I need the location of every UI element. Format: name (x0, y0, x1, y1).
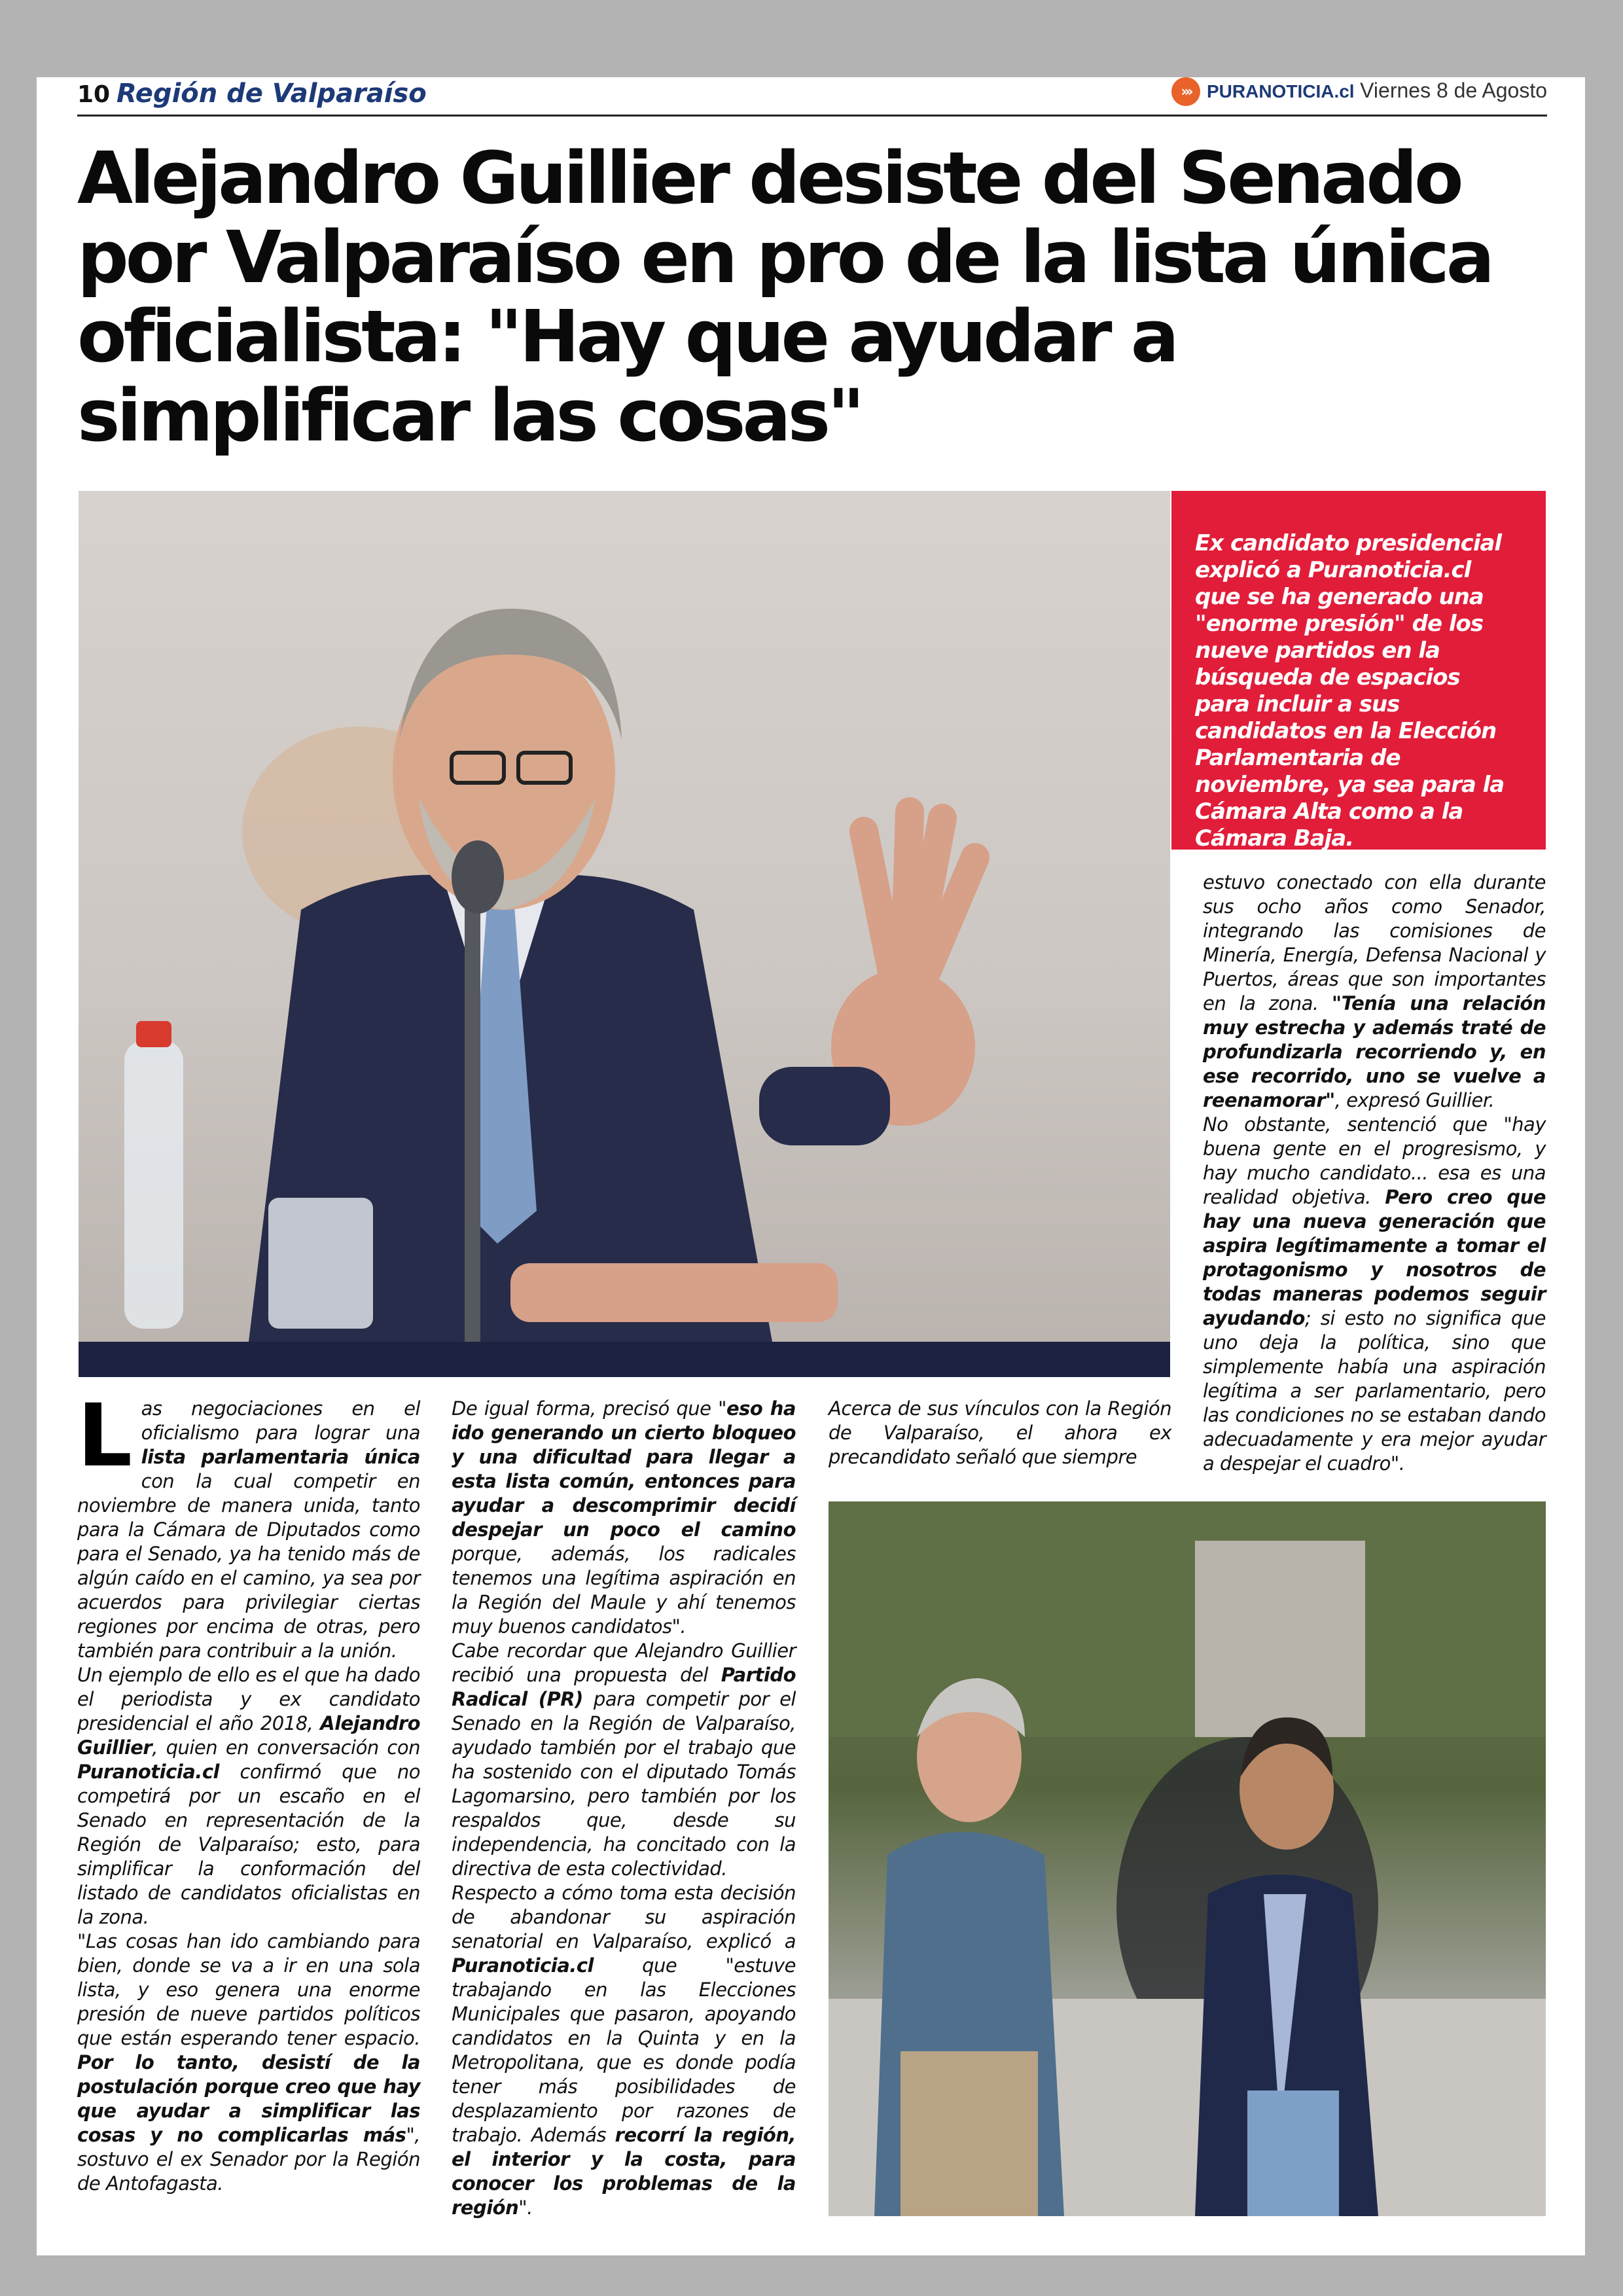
issue-date: Viernes 8 de Agosto (1360, 79, 1547, 102)
text: ; si esto no significa que uno deja la política, sino que simplemente había una aspiración legítima a ser parlamentario, pero las condiciones no se estaban dando adecuadamente y era mejor ayudar a despejar el cuadro". (1203, 1307, 1546, 1475)
section-title: Región de Valparaíso (116, 79, 427, 109)
paragraph (452, 1639, 796, 1881)
publisher-logo (1171, 77, 1355, 106)
secondary-photo (829, 1501, 1546, 2216)
callout-text: Ex candidato presidencial explicó a Puranoticia.cl que se ha generado una "enorme presión" de los nueve partidos en la búsqueda de espacios para incluir a sus candidatos en la Elección Parlamentaria de noviembre, ya sea para la Cámara Alta como a la Cámara Baja. (1195, 530, 1505, 852)
text: Un ejemplo de ello es el que ha dado el periodista y ex candidato presidencial el año 2018, (77, 1664, 420, 1734)
text: porque, además, los radicales tenemos una legítima aspiración en la Región del Maule y ahí tenemos muy buenos candidatos". (452, 1543, 796, 1638)
bold-text: Partido Radical (PR) (452, 1664, 796, 1710)
article-column-4 (1203, 870, 1546, 1476)
text: , quien en conversación con (152, 1736, 420, 1759)
text: , expresó Guillier. (1334, 1089, 1495, 1111)
paragraph (77, 1929, 420, 2196)
headline: Alejandro Guillier desiste del Senado por Valparaíso en pro de la lista única oficialista: "Hay que ayudar a simplificar las cosas" (77, 136, 1492, 457)
header-rule (77, 115, 1547, 117)
bold-text: lista parlamentaria única (141, 1446, 420, 1468)
photo-speaker-illustration (79, 491, 1170, 1377)
text: con la cual competir en noviembre de manera unida, tanto para la Cámara de Diputados como para el Senado, ya ha tenido más de algún caído en el camino, ya sea por acuerdos para privilegiar ciertas regiones por encima de otras, pero también para contribuir a la unión. (77, 1470, 420, 1662)
text: No obstante, sentenció que "hay buena gente en el progresismo, y hay mucho candidato... esa es una realidad objetiva. (1203, 1113, 1546, 1208)
text: De igual forma, precisó que " (452, 1397, 726, 1420)
bold-text: "Tenía una relación muy estrecha y además traté de profundizarla recorriendo y, en ese recorrido, uno se vuelve a reenamorar" (1203, 992, 1546, 1111)
callout-box (1171, 491, 1546, 850)
page-number: 10 (77, 81, 111, 108)
text: ", sostuvo el ex Senador por la Región de Antofagasta. (77, 2124, 420, 2195)
bold-text: recorrí la región, el interior y la costa, para conocer los problemas de la región (452, 2124, 796, 2219)
text: confirmó que no competirá por un escaño en el Senado en representación de la Región de Valparaíso; esto, para simplificar la conformación del listado de candidatos oficialistas en la zona. (77, 1761, 420, 1928)
text: as negociaciones en el oficialismo para lograr una (141, 1397, 420, 1444)
photo-two-men-illustration (829, 1501, 1546, 2216)
text: ". (518, 2197, 533, 2219)
text: Respecto a cómo toma esta decisión de abandonar su aspiración senatorial en Valparaíso, explicó a (452, 1882, 796, 1952)
paragraph (77, 1663, 420, 1929)
bold-text: eso ha ido generando un cierto bloqueo y una dificultad para llegar a esta lista común, entonces para ayudar a descomprimir decidí despejar un poco el camino (452, 1397, 796, 1541)
bold-text: Pero creo que hay una nueva generación que aspira legítimamente a tomar el protagonismo y nosotros de todas maneras podemos seguir ayudando (1203, 1186, 1546, 1329)
paragraph (1203, 1113, 1546, 1476)
article-column-3 (829, 1397, 1171, 1469)
main-photo (79, 491, 1170, 1377)
text: que "estuve trabajando en las Elecciones Municipales que pasaron, apoyando candidatos en la Quinta y en la Metropolitana, que es donde podía tener más posibilidades de desplazamiento por razones de trabajo. Además (452, 1954, 796, 2146)
bold-text: Puranoticia.cl (77, 1761, 219, 1783)
paragraph (77, 1386, 420, 1663)
logo-arrows-icon: ››› (1171, 77, 1200, 106)
text: estuvo conectado con ella durante sus ocho años como Senador, integrando las comisiones de Minería, Energía, Defensa Nacional y Puertos, áreas que son importantes en la zona. (1203, 871, 1546, 1014)
bold-text: Alejandro Guillier (77, 1712, 420, 1759)
text: Cabe recordar que Alejandro Guillier recibió una propuesta del (452, 1640, 796, 1686)
paragraph (452, 1397, 796, 1639)
text: "Las cosas han ido cambiando para bien, donde se va a ir en una sola lista, y eso genera una enorme presión de nueve partidos políticos que están esperando tener espacio. (77, 1930, 420, 2049)
paragraph: Acerca de sus vínculos con la Región de Valparaíso, el ahora ex precandidato señaló que siempre (829, 1397, 1171, 1468)
bold-text: Por lo tanto, desistí de la postulación porque creo que hay que ayudar a simplificar las cosas y no complicarlas más (77, 2051, 420, 2146)
paragraph (452, 1881, 796, 2220)
dropcap: L (77, 1386, 132, 1486)
text: para competir por el Senado en la Región de Valparaíso, ayudado también por el trabajo que ha sostenido con el diputado Tomás Lagomarsino, pero también por los respaldos que, desde su independencia, ha concitado con la directiva de esta colectividad. (452, 1688, 796, 1880)
article-column-2 (452, 1397, 796, 2220)
bold-text: Puranoticia.cl (452, 1954, 594, 1977)
logo-text: PURANOTICIA.cl (1207, 81, 1355, 101)
paragraph (1203, 870, 1546, 1113)
article-column-1 (77, 1386, 420, 2196)
